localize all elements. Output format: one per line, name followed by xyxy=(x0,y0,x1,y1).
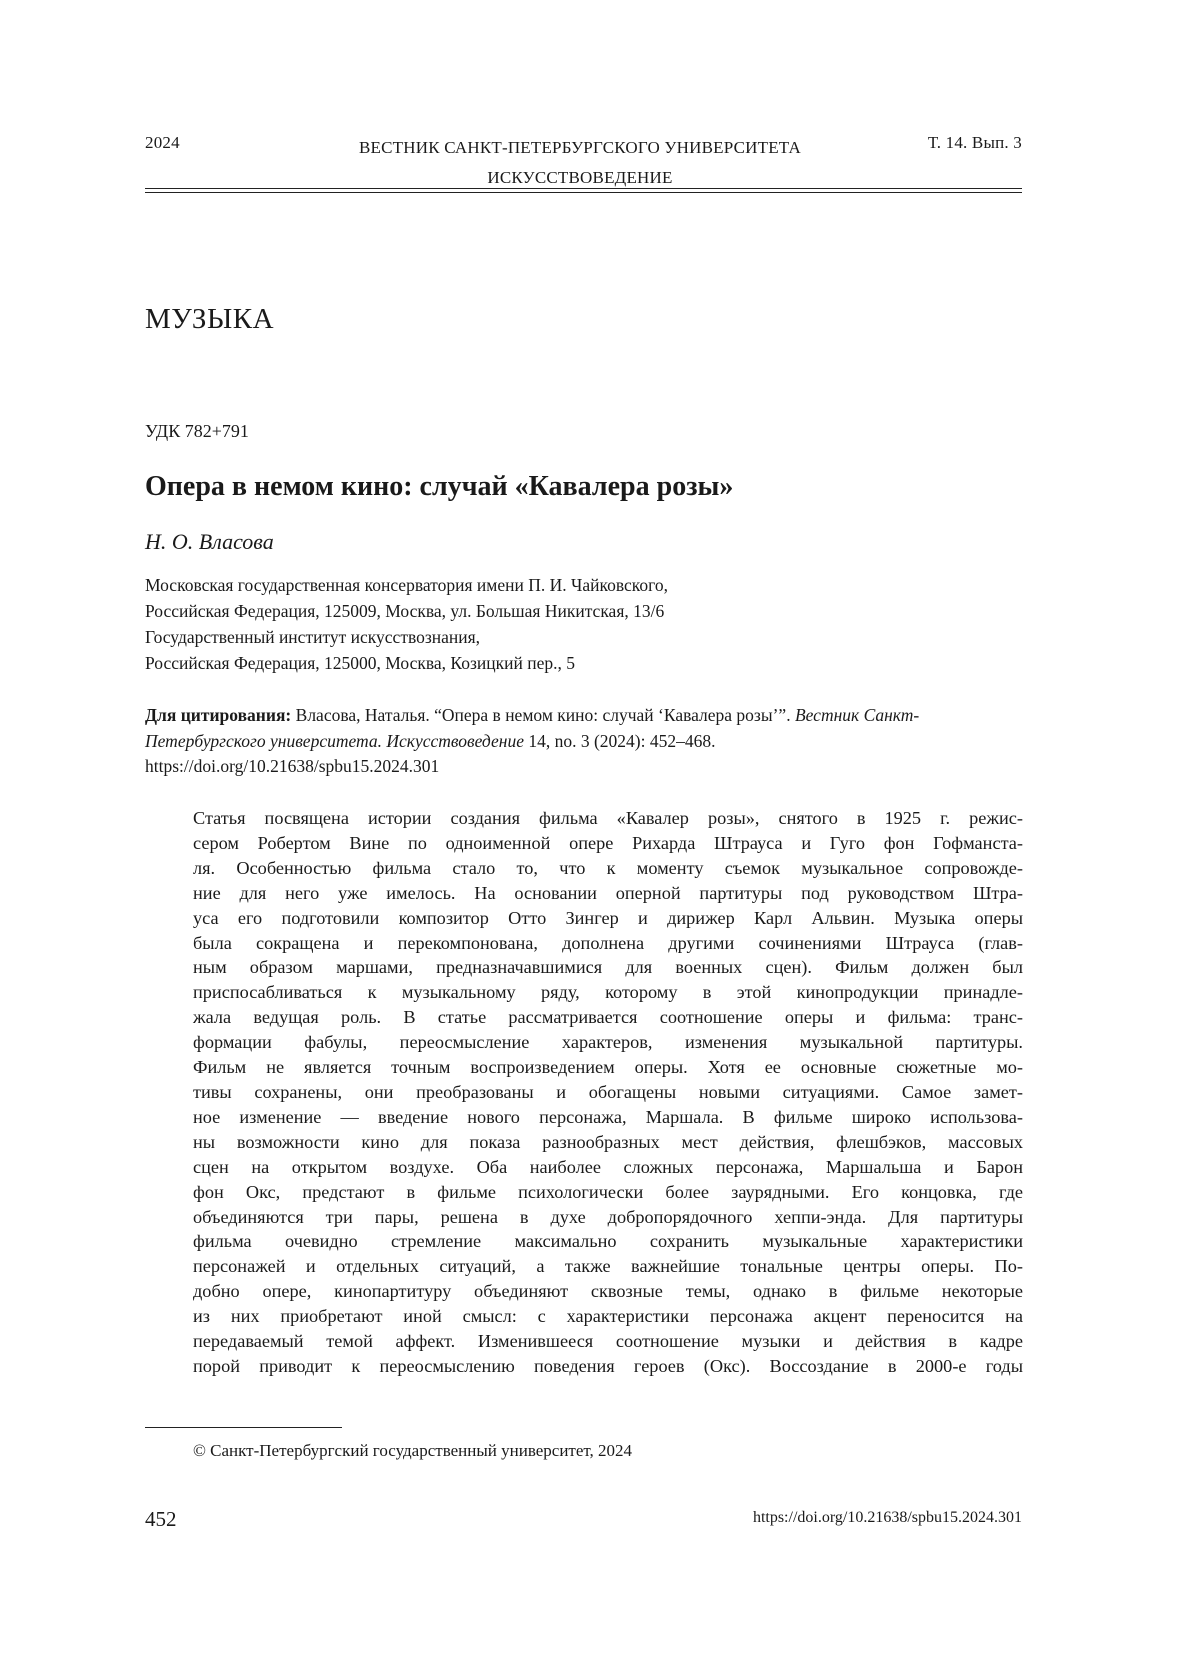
footnote-rule xyxy=(145,1427,342,1428)
abstract-line: формации фабулы, переосмысление характеров, изменения музыкальной партитуры. xyxy=(193,1032,1023,1053)
affiliations xyxy=(145,572,1045,676)
citation-details: 14, no. 3 (2024): 452–468. xyxy=(523,730,716,751)
abstract-line: сером Робертом Вине по одноименной опере Рихарда Штрауса и Гуго фон Гофманста- xyxy=(193,832,1023,853)
author-name: Н. О. Власова xyxy=(145,529,274,554)
abstract-line: из них приобретают иной смысл: с характеристики персонажа акцент переносится на xyxy=(193,1306,1023,1327)
citation-journal: Вестник Санкт-Петербургского университета. Искусствоведение xyxy=(145,705,920,751)
header-rule-bottom xyxy=(145,192,1022,193)
abstract-line: фон Окс, предстают в фильме психологически более заурядными. Его концовка, где xyxy=(193,1181,1023,1202)
abstract-line: жала ведущая роль. В статье рассматривается соотношение оперы и фильма: транс- xyxy=(193,1007,1023,1028)
affiliation-line: Российская Федерация, 125000, Москва, Козицкий пер., 5 xyxy=(145,653,575,673)
abstract-line: фильма очевидно стремление максимально сохранить музыкальные характеристики xyxy=(193,1231,1023,1252)
citation-authors: Власова, Наталья. “Опера в немом кино: случай ‘Кавалера розы’”. xyxy=(291,705,795,725)
abstract-line: приспосабливаться к музыкальному ряду, которому в этой кинопродукции принадле- xyxy=(193,982,1023,1003)
abstract-line: ным образом маршами, предназначавшимися для военных сцен). Фильм должен был xyxy=(193,957,1023,978)
abstract-line: Фильм не является точным воспроизведением оперы. Хотя ее основные сюжетные мо- xyxy=(193,1057,1023,1078)
article-title: Опера в немом кино: случай «Кавалера розы» xyxy=(145,471,734,502)
affiliation-line: Государственный институт искусствознания, xyxy=(145,627,481,647)
journal-title-line2: ИСКУССТВОВЕДЕНИЕ xyxy=(487,168,673,187)
journal-title-line1: ВЕСТНИК САНКТ-ПЕТЕРБУРГСКОГО УНИВЕРСИТЕТА xyxy=(359,138,801,157)
abstract xyxy=(193,806,1023,1379)
abstract-line: ние для него уже имелось. На основании оперной партитуры под руководством Штра- xyxy=(193,882,1023,903)
header-year: 2024 xyxy=(145,133,180,152)
abstract-line: ля. Особенностью фильма стало то, что к моменту съемок музыкальное сопровожде- xyxy=(193,857,1023,878)
page-number: 452 xyxy=(145,1507,177,1531)
header-volume: Т. 14. Вып. 3 xyxy=(927,133,1022,152)
abstract-line: Статья посвящена истории создания фильма «Кавалер розы», снятого в 1925 г. режис- xyxy=(193,808,1023,828)
copyright-footnote: © Санкт-Петербургский государственный университет, 2024 xyxy=(193,1441,633,1460)
abstract-line: сцен на открытом воздухе. Оба наиболее сложных персонажа, Маршальша и Барон xyxy=(193,1156,1023,1177)
affiliation-line: Московская государственная консерватория имени П. И. Чайковского, xyxy=(145,575,668,595)
affiliation-line: Российская Федерация, 125009, Москва, ул. Большая Никитская, 13/6 xyxy=(145,601,665,621)
footer-doi-link[interactable]: https://doi.org/10.21638/spbu15.2024.301 xyxy=(752,1509,1022,1526)
abstract-line: ное изменение — введение нового персонажа, Маршала. В фильме широко использова- xyxy=(193,1106,1023,1127)
abstract-line: тивы сохранены, они преобразованы и обогащены новыми ситуациями. Самое замет- xyxy=(193,1081,1023,1102)
journal-title xyxy=(300,133,860,193)
citation-block xyxy=(145,703,1025,780)
udk-code: УДК 782+791 xyxy=(145,421,249,441)
header-rule-top xyxy=(145,188,1022,189)
abstract-line: передаваемый темой аффект. Изменившееся соотношение музыки и действия в кадре xyxy=(193,1331,1023,1352)
abstract-line: добно опере, кинопартитуру объединяют сквозные темы, однако в фильме некоторые xyxy=(193,1281,1023,1302)
abstract-line: персонажей и отдельных ситуаций, а также важнейшие тональные центры оперы. По- xyxy=(193,1256,1023,1277)
section-heading: МУЗЫКА xyxy=(145,303,275,335)
abstract-line: уса его подготовили композитор Отто Зингер и дирижер Карл Альвин. Музыка оперы xyxy=(193,907,1023,928)
abstract-line: порой приводит к переосмыслению поведения героев (Окс). Воссоздание в 2000-е годы xyxy=(193,1355,1023,1376)
abstract-line: ны возможности кино для показа разнообразных мест действия, флешбэков, массовых xyxy=(193,1131,1023,1152)
abstract-line: была сокращена и перекомпонована, дополнена другими сочинениями Штрауса (глав- xyxy=(193,932,1023,953)
citation-label: Для цитирования: xyxy=(145,705,292,725)
abstract-line: объединяются три пары, решена в духе добропорядочного хеппи-энда. Для партитуры xyxy=(193,1206,1023,1227)
citation-doi-link[interactable]: https://doi.org/10.21638/spbu15.2024.301 xyxy=(145,756,440,776)
